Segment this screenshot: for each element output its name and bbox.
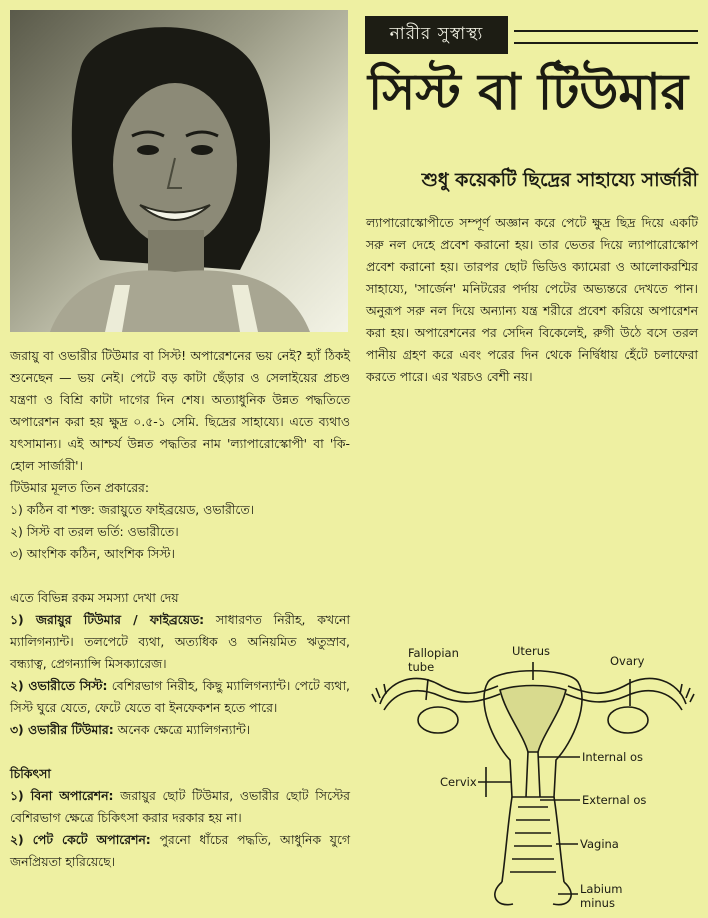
problem-label: ২) ওভারীতে সিস্ট: [10,678,108,693]
problem-text: সাধারণত নিরীহ, কখনো ম্যালিগন্যান্ট। তলপেটে ব্যথা, অত্যধিক ও অনিয়মিত ঋতুস্রাব, বন্ধ্যাত্ব, প্রেগন্যান্সি মিসক্যারেজ। [10,612,350,671]
vagina-label: Vagina [580,837,619,851]
section-rule-divider [514,30,698,44]
labium-label-line: minus [580,896,615,910]
treatment-label: ২) পেট কেটে অপারেশন: [10,832,151,847]
problem-text: বেশিরভাগ নিরীহ, কিছু ম্যালিগন্যান্ট। পেটে ব্যথা, সিস্ট ঘুরে যেতে, ফেটে যেতে বা ইনফেকশন হতে পারে। [10,678,350,715]
type-item: ৩) আংশিক কঠিন, আংশিক সিস্ট। [10,546,175,561]
internal-os-label: Internal os [582,750,644,764]
section-tag: নারীর সুস্বাস্থ্য [365,16,508,54]
type-item: ২) সিস্ট বা তরল ভর্তি: ওভারীতে। [10,524,179,539]
problem-item [10,675,350,719]
treatment-text: পুরনো ধাঁচের পদ্ধতি, আধুনিক যুগে জনপ্রিয়তা হারিয়েছে। [10,832,350,869]
labium-label-line: Labium [580,882,623,896]
intro-paragraph: ল্যাপারোস্কোপীতে সম্পূর্ণ অজ্ঞান করে পেটে ক্ষুদ্র ছিদ্র দিয়ে একটি সরু নল দেহে প্রবেশ করানো হয়। তার ভেতর দিয়ে ল্যাপারোস্কোপ প্রবেশ করানো হয়। তারপর ছোট ভিডিও ক্যামেরা ও আলোকরশ্মির সাহায্যে, 'সার্জেন' মনিটরের পর্দায় পেটের অভ্যন্তরে দেখতে পান। অনুরূপ সরু নল দিয়ে অন্যান্য যন্ত্র শরীরে প্রবেশ করিয়ে অপারেশন করা হয়। অপারেশনের পর সেদিন বিকেলেই, রুগী উঠে বসে তরল পানীয় গ্রহণ করে এবং পরের দিন থেকে নির্দ্বিধায় হেঁটে চলাফেরা করতে পারে। এর খরচও বেশী নয়। [366,215,698,384]
type-item: ১) কঠিন বা শক্ত: জরায়ুতে ফাইব্রয়েড, ওভারীতে। [10,502,255,517]
labium-minus-label [580,882,622,910]
opening-paragraph: জরায়ু বা ওভারীর টিউমার বা সিস্ট! অপারেশনের ভয় নেই? হ্যাঁ ঠিকই শুনেছেন — ভয় নেই। পেটে বড় কাটা ছেঁড়ার ও সেলাইয়ের প্রচণ্ড যন্ত্রণা ও বিশ্রি কাটা দাগের দিন শেষ। অত্যাধুনিক উন্নত পদ্ধতিতে অপারেশন করা হয় ক্ষুদ্র ০.৫-১ সেমি. ছিদ্রের সাহায্যে। এতে ব্যথাও যৎসামান্য। এই আশ্চর্য উন্নত পদ্ধতির নাম 'ল্যাপারোস্কোপী' বা 'কি-হোল সার্জারী'। [10,348,350,473]
ovary-label: Ovary [610,654,645,668]
problem-label: ৩) ওভারীর টিউমার: [10,722,114,737]
portrait-illustration [10,10,348,332]
problems-heading: এতে বিভিন্ন রকম সমস্যা দেখা দেয় [10,590,179,605]
problem-text: অনেক ক্ষেত্রে ম্যালিগন্যান্ট। [113,722,251,737]
cervix-label: Cervix [440,775,477,789]
treatment-label: ১) বিনা অপারেশন: [10,788,114,803]
article-subheadline: শুধু কয়েকটি ছিদ্রের সাহায্যে সার্জারী [421,169,698,191]
problem-label: ১) জরায়ুর টিউমার / ফাইব্রয়েড: [10,612,205,627]
treatment-item [10,829,350,873]
woman-portrait-photo [10,10,348,332]
treatment-text: জরায়ুর ছোট টিউমার, ওভারীর ছোট সিস্টের বেশিরভাগ ক্ষেত্রে চিকিৎসা করার দরকার হয় না। [10,788,350,825]
external-os-label: External os [582,793,647,807]
problem-item [10,719,350,741]
anatomy-illustration [368,632,698,914]
body-column [10,345,350,873]
article-headline: সিস্ট বা টিউমার [368,63,689,121]
uterus-anatomy-diagram [368,632,698,914]
fallopian-tube-label [408,646,459,674]
uterus-label: Uterus [512,644,551,658]
spacer [10,565,350,587]
types-heading: টিউমার মূলত তিন প্রকারের: [10,480,149,495]
treatment-item [10,785,350,829]
fallopian-label-line: Fallopian [408,646,459,660]
fallopian-label-line: tube [408,660,435,674]
problem-item [10,609,350,675]
spacer [10,741,350,763]
treatment-heading: চিকিৎসা [10,766,51,781]
